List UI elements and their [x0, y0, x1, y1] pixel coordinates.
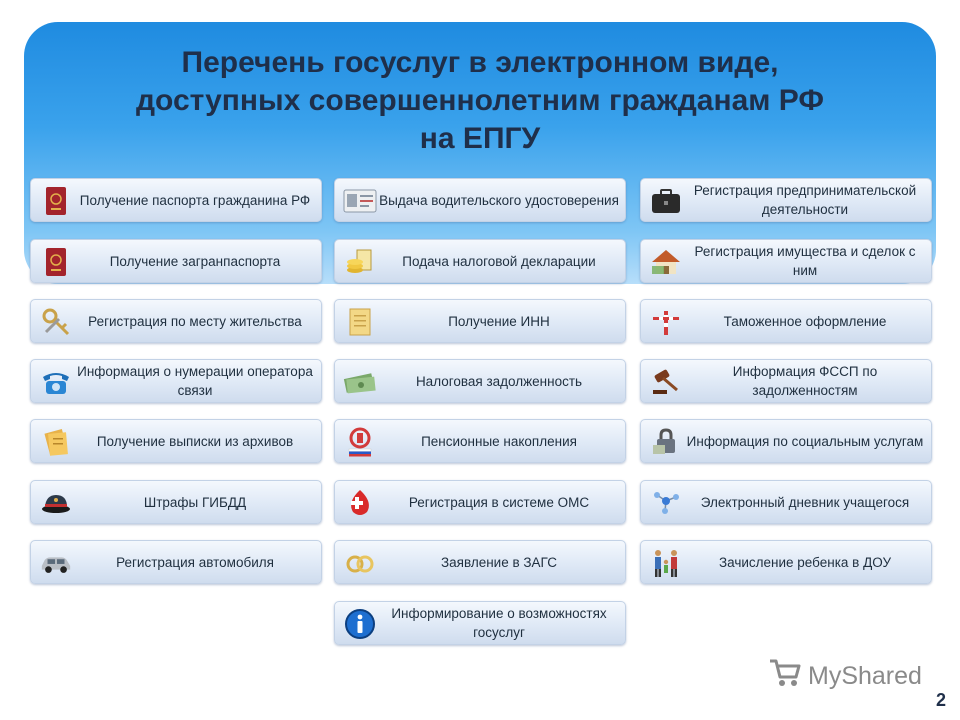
service-driver-license[interactable] [334, 178, 626, 222]
service-car-registration[interactable] [30, 540, 322, 584]
service-label: Информация по социальным услугам [686, 433, 924, 449]
pension-fund-icon [343, 426, 377, 458]
service-property-registration[interactable] [640, 239, 932, 283]
service-label: Налоговая задолженность [415, 373, 583, 389]
page-title [40, 44, 920, 158]
service-label: Подача налоговой декларации [402, 253, 596, 269]
passport-icon [39, 185, 73, 217]
service-archives[interactable] [30, 419, 322, 463]
service-label: Информация ФССП по задолженностям [732, 364, 878, 398]
document-icon [343, 306, 377, 338]
service-traffic-fines[interactable] [30, 480, 322, 524]
service-label: Получение ИНН [448, 313, 550, 329]
service-tax-declaration[interactable] [334, 239, 626, 283]
service-oms[interactable] [334, 480, 626, 524]
service-tax-debt[interactable] [334, 359, 626, 403]
service-label: Заявление в ЗАГС [440, 554, 557, 570]
service-foreign-passport[interactable] [30, 239, 322, 283]
money-icon [343, 366, 377, 398]
papers-icon [39, 426, 73, 458]
service-pension[interactable] [334, 419, 626, 463]
cart-icon [768, 657, 802, 696]
service-label: Информация о нумерации оператора связи [77, 364, 313, 398]
service-label: Получение выписки из архивов [96, 433, 294, 449]
info-icon [343, 608, 377, 640]
service-social[interactable] [640, 419, 932, 463]
service-kindergarten[interactable] [640, 540, 932, 584]
service-label: Регистрация по месту жительства [88, 313, 302, 329]
service-label: Получение загранпаспорта [109, 253, 281, 269]
medical-cross-icon [343, 487, 377, 519]
service-info[interactable] [334, 601, 626, 645]
service-label: Штрафы ГИБДД [143, 494, 247, 510]
service-label: Получение паспорта гражданина РФ [79, 192, 311, 208]
coins-icon [343, 246, 377, 278]
service-label: Регистрация автомобиля [116, 554, 274, 570]
service-label: Регистрация предпринимательской деятельности [693, 183, 917, 217]
service-label: Таможенное оформление [723, 313, 887, 329]
service-label: Регистрация имущества и сделок с ним [694, 244, 916, 278]
barrier-icon [649, 306, 683, 338]
service-passport[interactable] [30, 178, 322, 222]
service-label: Электронный дневник учащегося [700, 494, 910, 510]
service-school-diary[interactable] [640, 480, 932, 524]
briefcase-icon [649, 185, 683, 217]
title-line-3: на ЕПГУ [419, 122, 541, 155]
phone-icon [39, 366, 73, 398]
service-label: Зачисление ребенка в ДОУ [718, 554, 892, 570]
car-icon [39, 547, 73, 579]
service-inn[interactable] [334, 299, 626, 343]
service-business-registration[interactable] [640, 178, 932, 222]
house-icon [649, 246, 683, 278]
keys-icon [39, 306, 73, 338]
family-icon [649, 547, 683, 579]
title-line-1: Перечень госуслуг в электронном виде, [181, 46, 779, 79]
service-label: Информирование о возможностях госуслуг [391, 606, 607, 640]
service-label: Пенсионные накопления [421, 433, 577, 449]
service-label: Выдача водительского удостоверения [379, 192, 619, 208]
molecule-icon [649, 487, 683, 519]
watermark-text: MyShared [808, 661, 922, 690]
service-phone-numbering[interactable] [30, 359, 322, 403]
wallet-lock-icon [649, 426, 683, 458]
title-line-2: доступных совершеннолетним гражданам РФ [135, 84, 825, 117]
gavel-icon [649, 366, 683, 398]
service-customs[interactable] [640, 299, 932, 343]
service-fssp[interactable] [640, 359, 932, 403]
police-cap-icon [39, 487, 73, 519]
service-residence-registration[interactable] [30, 299, 322, 343]
passport-icon [39, 246, 73, 278]
id-card-icon [343, 185, 377, 217]
service-zags[interactable] [334, 540, 626, 584]
page-number: 2 [935, 690, 946, 710]
watermark [768, 656, 922, 696]
rings-icon [343, 547, 377, 579]
service-label: Регистрация в системе ОМС [408, 494, 590, 510]
